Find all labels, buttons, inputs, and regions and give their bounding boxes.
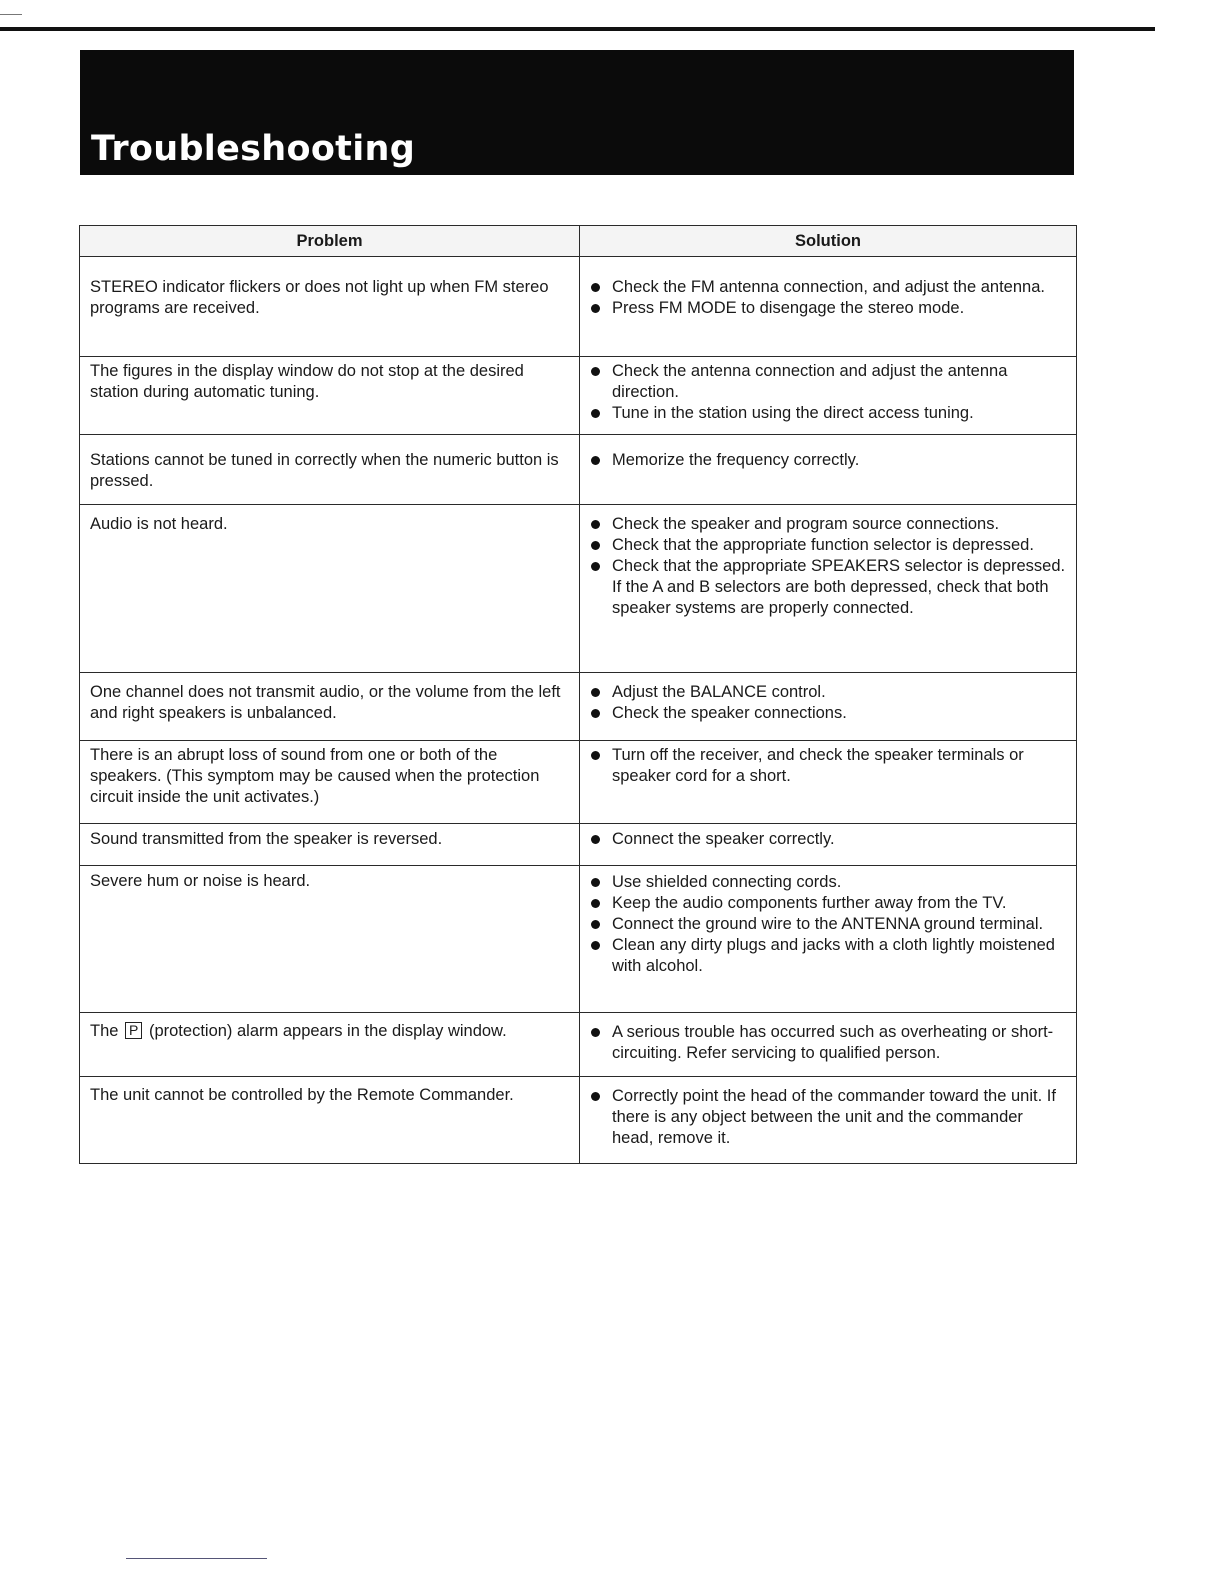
solution-item: Keep the audio components further away from the TV.: [588, 893, 1068, 914]
solution-item: Check the speaker and program source connections.: [588, 514, 1068, 535]
solution-item: A serious trouble has occurred such as overheating or short-circuiting. Refer servicing to qualified person.: [588, 1022, 1068, 1064]
problem-cell: The P (protection) alarm appears in the display window.: [80, 1013, 580, 1077]
table-row: [80, 1077, 1077, 1164]
bullet-icon: [591, 562, 600, 571]
bullet-icon: [591, 1028, 600, 1037]
solution-item: Clean any dirty plugs and jacks with a cloth lightly moistened with alcohol.: [588, 935, 1068, 977]
solution-item: Check the antenna connection and adjust the antenna direction.: [588, 361, 1068, 403]
bullet-icon: [591, 409, 600, 418]
bullet-icon: [591, 283, 600, 292]
solution-item: Adjust the BALANCE control.: [588, 682, 1068, 703]
bullet-icon: [591, 304, 600, 313]
title-banner: [80, 50, 1074, 175]
bullet-icon: [591, 941, 600, 950]
bullet-icon: [591, 878, 600, 887]
solution-list: [588, 829, 1068, 850]
problem-cell: One channel does not transmit audio, or the volume from the left and right speakers is unbalanced.: [80, 673, 580, 741]
header-problem: Problem: [80, 226, 580, 257]
solution-cell: [580, 505, 1077, 673]
bullet-icon: [591, 541, 600, 550]
problem-cell: STEREO indicator flickers or does not light up when FM stereo programs are received.: [80, 257, 580, 357]
bullet-icon: [591, 367, 600, 376]
problem-cell: The unit cannot be controlled by the Remote Commander.: [80, 1077, 580, 1164]
top-edge-mark: [0, 14, 22, 15]
solution-item: Check the FM antenna connection, and adjust the antenna.: [588, 277, 1068, 298]
top-rule: [0, 27, 1155, 31]
solution-item: Turn off the receiver, and check the speaker terminals or speaker cord for a short.: [588, 745, 1068, 787]
table-row: [80, 866, 1077, 1013]
solution-list: [588, 277, 1068, 319]
table-row: [80, 435, 1077, 505]
problem-cell: Severe hum or noise is heard.: [80, 866, 580, 1013]
footer-rule: [126, 1558, 267, 1559]
troubleshooting-table: [79, 225, 1077, 1164]
bullet-icon: [591, 709, 600, 718]
solution-item: Tune in the station using the direct access tuning.: [588, 403, 1068, 424]
bullet-icon: [591, 920, 600, 929]
solution-item: Check the speaker connections.: [588, 703, 1068, 724]
bullet-icon: [591, 751, 600, 760]
solution-list: [588, 361, 1068, 424]
solution-cell: [580, 1013, 1077, 1077]
bullet-icon: [591, 1092, 600, 1101]
bullet-icon: [591, 520, 600, 529]
problem-cell: Audio is not heard.: [80, 505, 580, 673]
solution-list: [588, 745, 1068, 787]
problem-cell: Sound transmitted from the speaker is reversed.: [80, 824, 580, 866]
table-row: [80, 824, 1077, 866]
solution-cell: [580, 866, 1077, 1013]
table-row: [80, 1013, 1077, 1077]
solution-item: Check that the appropriate SPEAKERS selector is depressed. If the A and B selectors are both depressed, check that both speaker systems are properly connected.: [588, 556, 1068, 619]
header-solution: Solution: [580, 226, 1077, 257]
solution-item: Use shielded connecting cords.: [588, 872, 1068, 893]
solution-item: Connect the ground wire to the ANTENNA ground terminal.: [588, 914, 1068, 935]
solution-list: [588, 450, 1068, 471]
problem-cell: There is an abrupt loss of sound from one or both of the speakers. (This symptom may be caused when the protection circuit inside the unit activates.): [80, 741, 580, 824]
solution-cell: [580, 824, 1077, 866]
table-row: [80, 505, 1077, 673]
solution-list: [588, 514, 1068, 619]
table-row: [80, 741, 1077, 824]
solution-cell: [580, 673, 1077, 741]
page-title: Troubleshooting: [91, 129, 416, 169]
solution-item: Connect the speaker correctly.: [588, 829, 1068, 850]
table-row: [80, 357, 1077, 435]
solution-cell: [580, 435, 1077, 505]
table-row: [80, 257, 1077, 357]
bullet-icon: [591, 899, 600, 908]
solution-list: [588, 872, 1068, 977]
bullet-icon: [591, 688, 600, 697]
solution-item: Memorize the frequency correctly.: [588, 450, 1068, 471]
solution-cell: [580, 257, 1077, 357]
bullet-icon: [591, 835, 600, 844]
table-header-row: [80, 226, 1077, 257]
solution-item: Check that the appropriate function selector is depressed.: [588, 535, 1068, 556]
table-row: [80, 673, 1077, 741]
solution-item: Press FM MODE to disengage the stereo mode.: [588, 298, 1068, 319]
protection-symbol: P: [125, 1022, 142, 1039]
solution-list: [588, 1022, 1068, 1064]
solution-list: [588, 682, 1068, 724]
problem-cell: Stations cannot be tuned in correctly when the numeric button is pressed.: [80, 435, 580, 505]
bullet-icon: [591, 456, 600, 465]
problem-cell: The figures in the display window do not stop at the desired station during automatic tuning.: [80, 357, 580, 435]
solution-cell: [580, 1077, 1077, 1164]
solution-cell: [580, 741, 1077, 824]
solution-list: [588, 1086, 1068, 1149]
solution-cell: [580, 357, 1077, 435]
solution-item: Correctly point the head of the commander toward the unit. If there is any object between the unit and the commander head, remove it.: [588, 1086, 1068, 1149]
